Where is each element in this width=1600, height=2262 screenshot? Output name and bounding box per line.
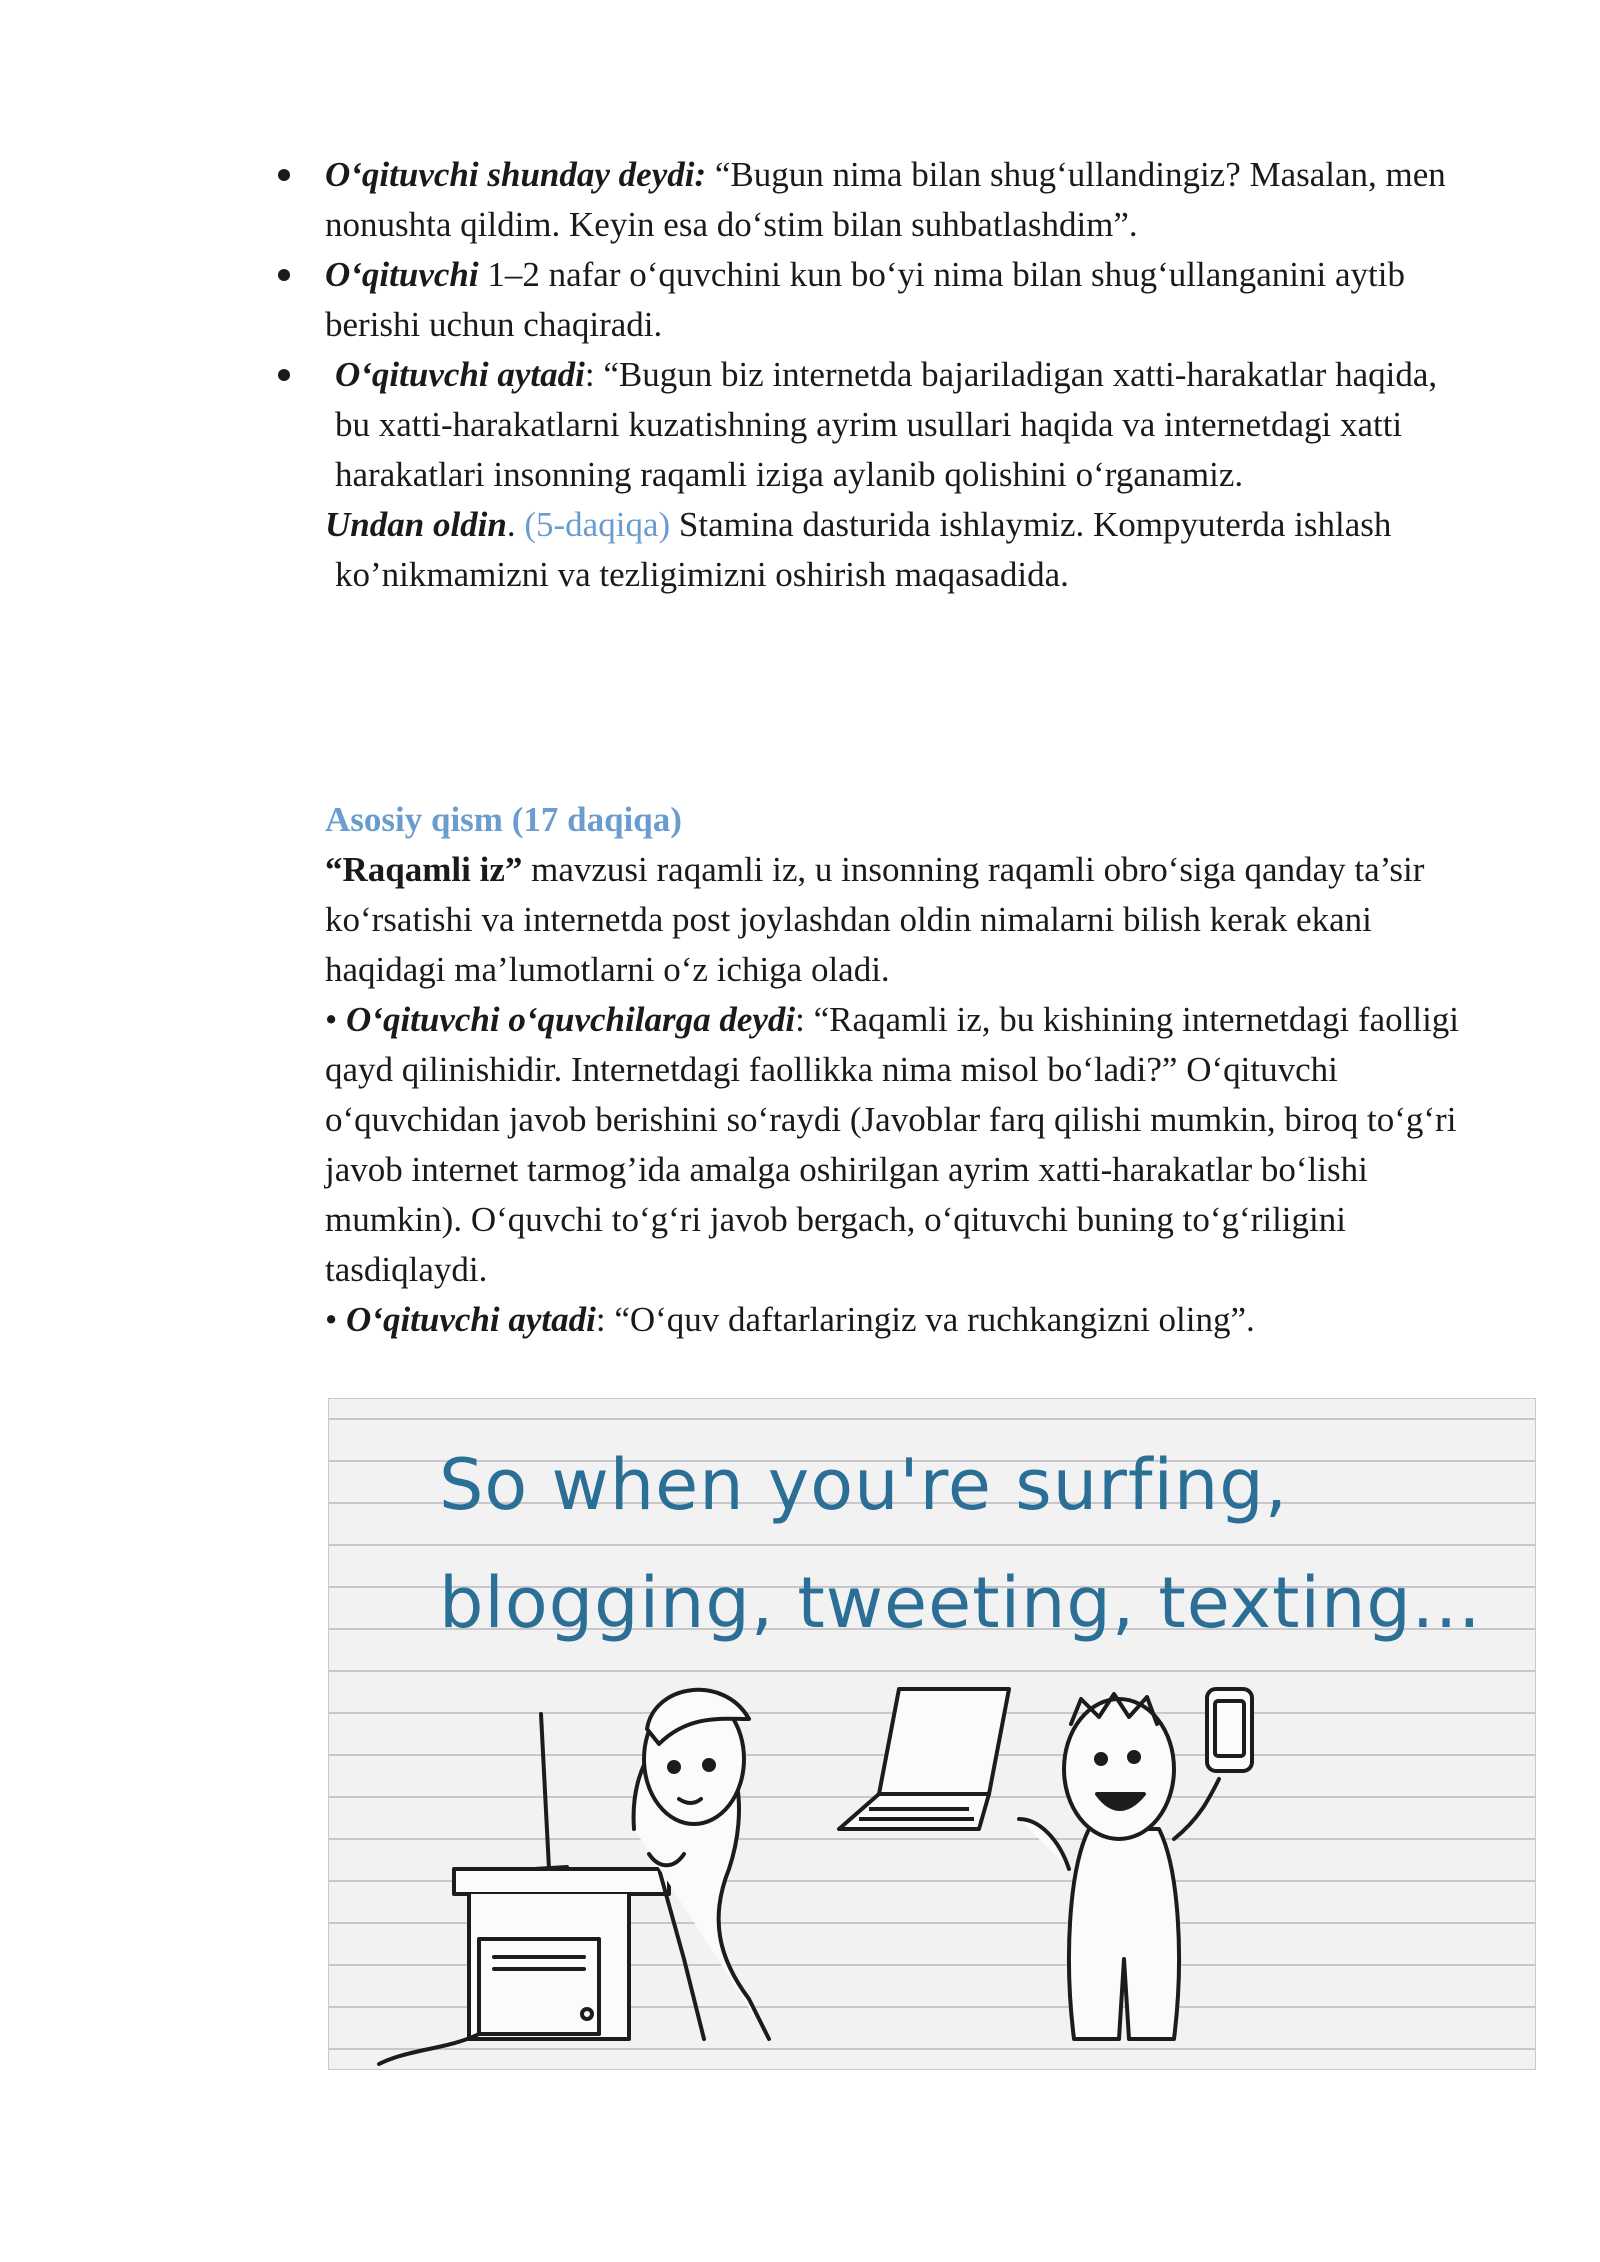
notebook-drawing [329, 1399, 1535, 2069]
topic-lead: “Raqamli iz” [325, 850, 523, 889]
bullet-text: 1–2 nafar o‘quvchini kun bo‘yi nima bilan shug‘ullanganini aytib berishi uchun chaqiradi. [325, 255, 1405, 344]
warmup-dot: . [506, 505, 525, 544]
desk-top [454, 1869, 669, 1894]
bullet-lead: O‘qituvchi [325, 255, 479, 294]
bullet-lead: O‘qituvchi shunday deydi: [325, 155, 707, 194]
item2-bullet: • [325, 1300, 347, 1339]
bullet-item [325, 350, 1475, 600]
warmup-lead: Undan oldin [325, 505, 507, 544]
bullet-item [325, 150, 1475, 250]
main-section [325, 795, 1475, 1345]
warmup-text: Stamina dasturida ishlaymiz. Kompyuterda ishlash ko’nikmamizni va tezligimizni oshirish maqasadida. [335, 505, 1392, 594]
monitor-icon [541, 1714, 549, 1869]
item2-text: : “O‘quv daftarlaringiz va ruchkangizni oling”. [595, 1300, 1255, 1339]
computer-tower-icon [479, 1939, 599, 2034]
section-heading: Asosiy qism (17 daqiqa) [325, 800, 682, 839]
warmup-time: (5-daqiqa) [524, 505, 671, 544]
bullet-item [325, 250, 1475, 350]
item1-text: : “Raqamli iz, bu kishining internetdagi faolligi qayd qilinishidir. Internetdagi faollikka nima misol bo‘ladi?” O‘qituvchi o‘quvchidan javob berishini so‘raydi (Javoblar farq qilishi mumkin, biroq to‘g‘ri javob internet tarmog’ida amalga oshirilgan ayrim xatti-harakatlar bo‘lishi mumkin). O‘quvchi to‘g‘ri javob bergach, o‘qituvchi buning to‘g‘riligini tasdiqlaydi. [325, 1000, 1460, 1289]
topic-text: mavzusi raqamli iz, u insonning raqamli obro‘siga qanday ta’sir ko‘rsatishi va internetda post joylashdan oldin nimalarni bilish kerak ekani haqidagi ma’lumotlarni o‘z ichiga oladi. [325, 850, 1425, 989]
item1-bullet: • [325, 1000, 347, 1039]
caption-line-1: So when you're surfing, [439, 1444, 1288, 1526]
cartoon-illustration [328, 1398, 1536, 2070]
bullet-text: “Bugun nima bilan shug‘ullandingiz? Masalan, men nonushta qildim. Keyin esa do‘stim bilan suhbatlashdim”. [325, 155, 1446, 244]
item1-lead: O‘qituvchi o‘quvchilarga deydi [346, 1000, 796, 1039]
man-with-phone [1019, 1689, 1252, 2039]
bullet-text: : “Bugun biz internetda bajariladigan xatti-harakatlar haqida, bu xatti-harakatlarni kuzatishning ayrim usullari haqida va internetdagi xatti harakatlari insonning raqamli iziga aylanib qolishini o‘rganamiz. [335, 355, 1438, 494]
laptop-icon [839, 1689, 1009, 1829]
caption-line-2: blogging, tweeting, texting... [439, 1562, 1482, 1644]
bullet-lead: O‘qituvchi aytadi [335, 355, 585, 394]
intro-bullet-list [325, 150, 1475, 600]
item2-lead: O‘qituvchi aytadi [346, 1300, 596, 1339]
